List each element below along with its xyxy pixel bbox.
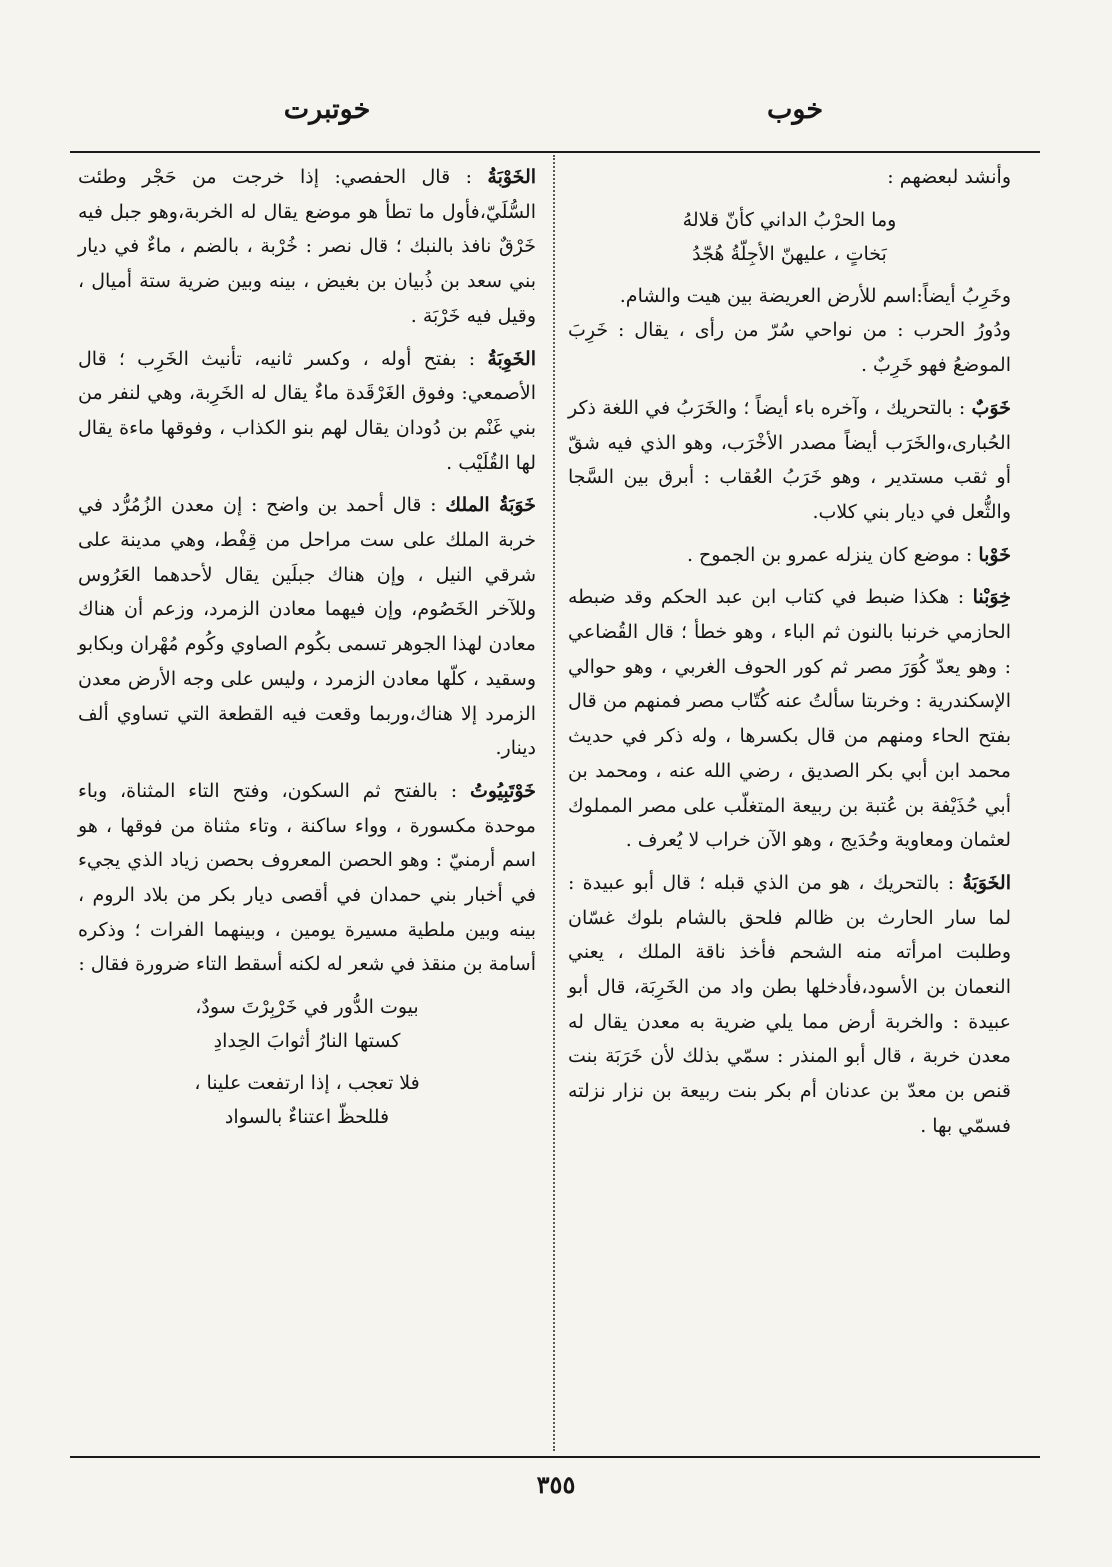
column-divider: [553, 155, 555, 1451]
entry-body: : بالفتح ثم السكون، وفتح التاء المثناة، وباء موحدة مكسورة ، وواء ساكنة ، وتاء مثناة من فوقها ، هو اسم أرمنيّ : وهو الحصن المعروف بحصن زياد الذي يجيء في أخبار بني حمدان في أقصى ديار بكر من بلاد الروم ، بينه وبين ملطية مسيرة يومين ، وبينهما الفرات ؛ وذكره أسامة بن منقذ في شعر له لكنه أسقط التاء ضرورة فقال :: [78, 779, 536, 976]
entry-alkhawba: [78, 160, 536, 334]
entry-body: : بالتحريك ، هو من الذي قبله ؛ قال أبو عبيدة : لما سار الحارث بن ظالم فلحق بالشام بلوك غسّان وطلبت امرأته منه الشحم فأخذ ناقة الملك ، يعني النعمان بن الأسود،فأدخلها بطن واد من الخَرِبَة، قال أبو عبيدة : والخربة أرض مما يلي ضرية به معدن يقال له معدن خربة ، قال أبو المنذر : سمّي بذلك لأن خَرَبَة بنت قنص بن معدّ بن عدنان أم بكر بنت ربيعة بن نزار نزلته فسمّي بها .: [568, 871, 1011, 1137]
entry-alkhawiba: [78, 342, 536, 481]
header-right-word: خوب: [766, 94, 824, 125]
headword: الخَوَبَةُ: [962, 871, 1011, 894]
left-column: [78, 160, 536, 1142]
headword: خَوْتَبِيُوتُ: [469, 779, 536, 802]
header-left-word: خوتبرت: [283, 94, 371, 125]
poem-line-2: كستها النارُ أثوابَ الحِدادِ: [213, 1030, 401, 1053]
poem-line-3: فلا تعجب ، إذا ارتفعت علينا ،: [194, 1072, 420, 1095]
paragraph-dur-alharb: ودُورُ الحرب : من نواحي سُرّ من رأى ، يقال : خَرِبَ الموضعُ فهو خَرِبٌ .: [568, 319, 1011, 377]
entry-khawabat-almalik: [78, 488, 536, 766]
entry-body: : موضع كان ينزله عمرو بن الجموح .: [686, 543, 973, 566]
paragraph-kharib: وخَرِبُ أيضاً:اسم للأرض العريضة بين هيت والشام.: [619, 284, 1011, 307]
poem-line-1: بيوت الدُّور في خَرْبِرْتَ سودٌ،: [195, 996, 419, 1019]
headword: الخَوِبَةُ: [487, 347, 536, 370]
intro-line: وأنشد لبعضهم :: [887, 166, 1011, 188]
entry-alkhawaba: [568, 866, 1011, 1144]
poem-block-1: [78, 990, 536, 1058]
headword: خِوَبْنا: [972, 586, 1011, 609]
entry-khawtabiyut: [78, 774, 536, 982]
poem-block-2: [78, 1066, 536, 1134]
verse-line-1: وما الحرْبُ الداني كأنّ قلالهُ: [682, 208, 897, 231]
entry-body: : قال الحفصي: إذا خرجت من حَجْر وطئت السُّلَيّ،فأول ما تطأ هو موضع يقال له الخربة،وهو جبل فيه خَرْقٌ نافذ بالنبك ؛ قال نصر : خُرْبة ، بالضم ، ماءٌ في ديار بني سعد بن ذُبيان بن بغيض ، بينه وبين ضرية ستة أميال ، وقيل فيه خَرْبَة .: [78, 166, 536, 327]
headword: الخَوْبَةُ: [487, 166, 537, 188]
entry-body: : قال أحمد بن واضح : إن معدن الزُمُرُّد في خربة الملك على ست مراحل من قِفْط، وهي مدينة على شرقي النيل ، وإن هناك جبلَين يقال لأحدهما العَرُوس وللآخر الخَصُوم، وإن فيهما معادن الزمرد، وزعم أن هناك معادن لهذا الجوهر تسمى بكُوم الصاوي وكُوم مُهْران وبكابو وسقيد ، كلّها معادن الزمرد ، وليس على وجه الأرض معدن الزمرد إلا هناك،وربما وقعت فيه القطعة التي تساوي ألف دينار.: [78, 494, 536, 760]
poem-line-4: فللحظّ اعتناءٌ بالسواد: [224, 1106, 390, 1129]
headword: خَوَبٌ: [971, 396, 1011, 419]
entry-body: : بفتح أوله ، وكسر ثانيه، تأنيث الخَرِب ؛ قال الأصمعي: وفوق الغَرْقَدة ماءٌ يقال له الخَرِبة، وهي لنفر من بني غَنْم بن دُودان يقال لهم بنو الكذاب ، وفوقها ماءة يقال لها القُلَيْب .: [78, 347, 536, 474]
headword: خَوْبا: [978, 543, 1011, 566]
entry-khawab: [568, 391, 1011, 530]
verse-block: [568, 203, 1011, 271]
right-column: [568, 160, 1011, 1152]
top-rule: [70, 151, 1040, 153]
entry-khiwabna: [568, 580, 1011, 858]
entry-body: : هكذا ضبط في كتاب ابن عبد الحكم وقد ضبطه الحازمي خرنبا بالنون ثم الباء ، وهو خطأ ؛ قال القُضاعي : وهو يعدّ كُوَرَ مصر ثم كور الحوف الغربي ، وهو حوالي الإسكندرية : وخربتا سألتُ عنه كُتّاب مصر فمنهم من قال بفتح الحاء ومنهم من قال بكسرها ، وله ذكر في حديث محمد ابن أبي بكر الصديق ، رضي الله عنه ، ومحمد بن أبي حُذَيْفة بن عُتبة بن ربيعة المتغلّب على مصر المملوك لعثمان ومعاوية وحُدَيج ، وهو الآن خراب لا يُعرف .: [568, 586, 1011, 852]
page-number: ٣٥٥: [536, 1470, 576, 1499]
headword: خَوَبَةُ الملك: [445, 494, 536, 517]
verse-line-2: بَخاتٍ ، عليهنّ الأجِلّةُ هُجّدُ: [692, 242, 887, 265]
entry-khawba: [568, 538, 1011, 573]
entry-body: : بالتحريك ، وآخره باء أيضاً ؛ والخَرَبُ في اللغة ذكر الحُبارى،والخَرَب أيضاً مصدر الأخْرَب، وهو الذي فيه شقّ أو ثقب مستدير ، وهو خَرَبُ العُقاب : أبرق بين السَّجا والثُّعل في ديار بني كلاب.: [568, 396, 1011, 523]
bottom-rule: [70, 1456, 1040, 1458]
